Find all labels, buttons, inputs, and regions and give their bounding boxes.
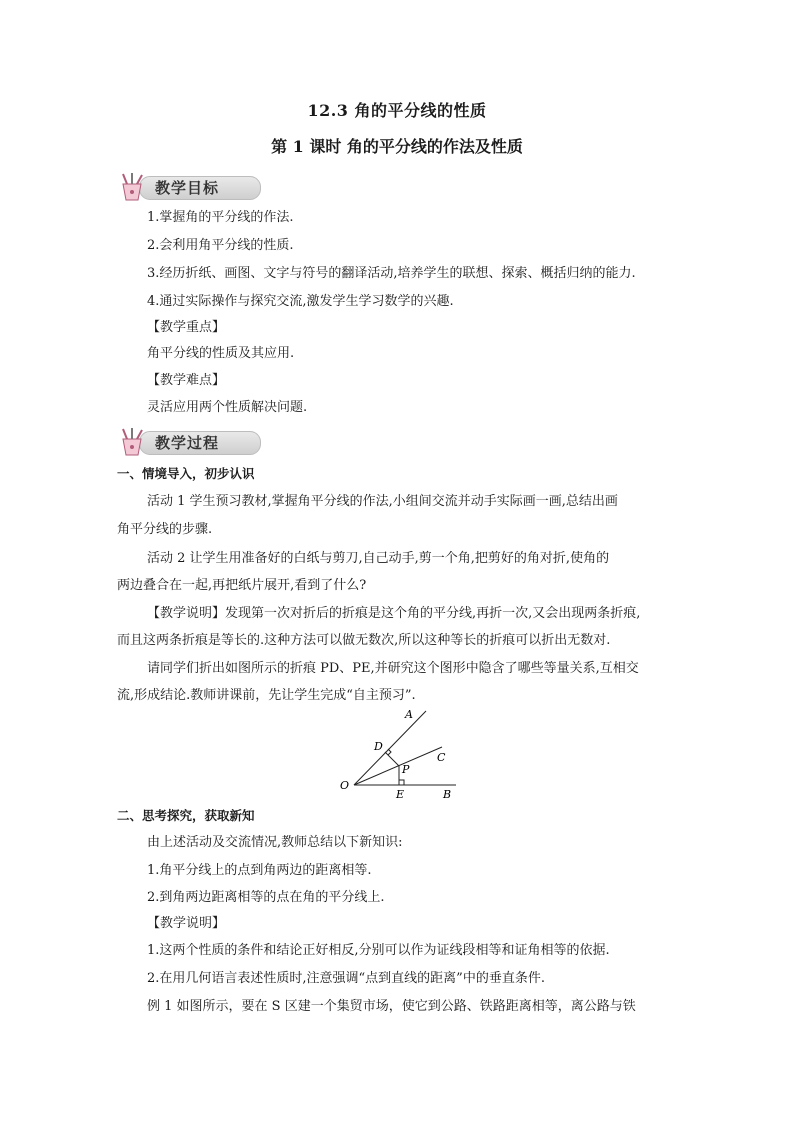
label-A: A (405, 708, 413, 721)
example-1-text: 例 1 如图所示，要在 S 区建一个集贸市场，使它到公路、铁路距离相等，离公路与铁 (147, 999, 636, 1014)
section-2-heading: 二、思考探究，获取新知 (117, 808, 255, 823)
teaching-note-line-1: 【教学说明】发现第一次对折后的折痕是这个角的平分线,再折一次,又会出现两条折痕, (147, 606, 641, 621)
label-O: O (340, 779, 350, 792)
bisector-OC (354, 747, 442, 785)
activity-1-line-2: 角平分线的步骤. (117, 522, 213, 537)
page-title: 12.3 角的平分线的性质 (307, 101, 487, 120)
note-item-1: 1.这两个性质的条件和结论正好相反,分别可以作为证线段相等和证角相等的依据. (147, 943, 610, 958)
pencil-cup-icon (117, 172, 147, 202)
activity-2-line-2: 两边叠合在一起,再把纸片展开,看到了什么? (117, 578, 367, 593)
label-D: D (374, 740, 383, 753)
knowledge-item-1: 1.角平分线上的点到角两边的距离相等. (147, 863, 372, 878)
task-line-2: 流,形成结论.教师讲课前，先让学生完成“自主预习”. (117, 688, 416, 703)
fold-PD (385, 752, 399, 766)
teaching-note-line-2: 而且这两条折痕是等长的.这种方法可以做无数次,所以这种等长的折痕可以折出无数对. (117, 633, 611, 648)
goal-item-1: 1.掌握角的平分线的作法. (147, 210, 294, 225)
key-point-text: 角平分线的性质及其应用. (147, 346, 295, 361)
lesson-subtitle: 第 1 课时 角的平分线的作法及性质 (271, 137, 523, 156)
section-2-intro: 由上述活动及交流情况,教师总结以下新知识: (147, 835, 403, 850)
difficulty-text: 灵活应用两个性质解决问题. (147, 400, 308, 415)
activity-1-line-1: 活动 1 学生预习教材,掌握角平分线的作法,小组间交流并动手实际画一画,总结出画 (147, 494, 618, 509)
goal-item-4: 4.通过实际操作与探究交流,激发学生学习数学的兴趣. (147, 294, 454, 309)
teaching-note-label: 【教学说明】 (147, 916, 226, 931)
right-angle-mark-E (399, 780, 404, 785)
task-line-1: 请同学们折出如图所示的折痕 PD、PE,并研究这个图形中隐含了哪些等量关系,互相交 (147, 661, 639, 676)
goal-item-3: 3.经历折纸、画图、文字与符号的翻译活动,培养学生的联想、探索、概括归纳的能力. (147, 266, 636, 281)
label-C: C (437, 751, 446, 764)
note-item-2: 2.在用几何语言表述性质时,注意强调“点到直线的距离”中的垂直条件. (147, 971, 545, 986)
goal-item-2: 2.会利用角平分线的性质. (147, 238, 294, 253)
label-E: E (396, 788, 405, 800)
ray-OA (354, 711, 426, 785)
badge-process-label: 教学过程 (155, 434, 220, 452)
knowledge-item-2: 2.到角两边距离相等的点在角的平分线上. (147, 890, 385, 905)
activity-2-line-1: 活动 2 让学生用准备好的白纸与剪刀,自己动手,剪一个角,把剪好的角对折,使角的 (147, 551, 610, 566)
label-P: P (402, 763, 410, 776)
angle-bisector-figure (330, 705, 470, 800)
badge-goals-label: 教学目标 (155, 179, 220, 197)
section-1-heading: 一、情境导入，初步认识 (117, 466, 255, 481)
pencil-cup-icon (117, 427, 147, 457)
difficulty-label: 【教学难点】 (147, 373, 226, 388)
section-badge-process (117, 427, 267, 457)
key-point-label: 【教学重点】 (147, 320, 226, 335)
right-angle-mark-D (388, 749, 391, 755)
section-badge-goals (117, 172, 267, 202)
label-B: B (443, 788, 452, 800)
